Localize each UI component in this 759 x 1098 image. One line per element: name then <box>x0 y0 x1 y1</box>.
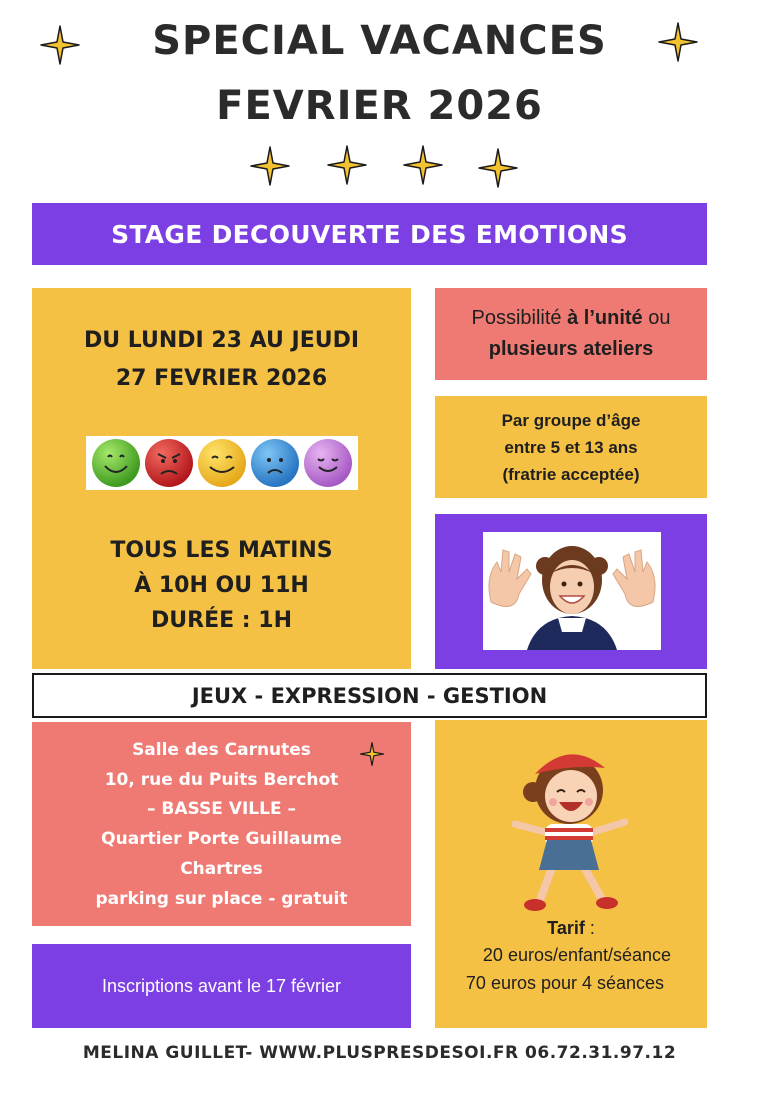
star-icon <box>250 146 290 186</box>
tarif-label-line <box>435 918 707 939</box>
star-icon <box>658 22 698 62</box>
address-line-5: Chartres <box>180 859 263 879</box>
smiling-girl-photo <box>483 532 661 650</box>
unit-text-bold-1: à l’unité <box>567 307 643 329</box>
tarif-line-2: 70 euros pour 4 séances <box>465 973 665 993</box>
kid-photo-box <box>435 514 707 669</box>
star-icon <box>327 145 367 185</box>
activities-text: JEUX - EXPRESSION - GESTION <box>191 683 548 708</box>
age-line-3: (fratrie acceptée) <box>502 464 640 484</box>
time-line-1: TOUS LES MATINS <box>110 538 333 563</box>
unit-text <box>472 303 671 365</box>
tarif-label: Tarif <box>547 918 585 938</box>
inscriptions-text: Inscriptions avant le 17 février <box>101 975 342 996</box>
star-icon <box>40 25 80 65</box>
inscriptions-box <box>32 944 411 1028</box>
unit-text-prefix: Possibilité <box>471 307 568 329</box>
title-line-1: SPECIAL VACANCES <box>152 18 607 64</box>
time-line-3: DURÉE : 1H <box>151 608 292 633</box>
content-face-icon <box>197 438 247 488</box>
dates-line-2: 27 FEVRIER 2026 <box>115 366 328 391</box>
happy-face-icon <box>91 438 141 488</box>
star-icon <box>403 145 443 185</box>
stage-banner <box>32 203 707 265</box>
address-line-6: parking sur place - gratuit <box>95 889 348 909</box>
age-line-2: entre 5 et 13 ans <box>504 437 638 457</box>
tarif-line-1: 20 euros/enfant/séance <box>482 945 672 965</box>
age-line-1: Par groupe d’âge <box>501 410 641 430</box>
angry-face-icon <box>144 438 194 488</box>
dates-line-1: DU LUNDI 23 AU JEUDI <box>83 328 360 353</box>
footer-contact: MELINA GUILLET- WWW.PLUSPRESDESOI.FR 06.72.31.97.12 <box>82 1043 677 1063</box>
tarif-box <box>435 720 707 1028</box>
title-line-2: FEVRIER 2026 <box>216 83 543 129</box>
address-line-2: 10, rue du Puits Berchot <box>104 770 339 790</box>
unit-text-mid: ou <box>642 307 671 329</box>
tarif-label-suffix: : <box>584 918 595 938</box>
star-icon <box>360 742 384 766</box>
star-icon <box>478 148 518 188</box>
address-line-1: Salle des Carnutes <box>132 740 311 760</box>
time-line-2: À 10H OU 11H <box>134 573 309 598</box>
unit-box <box>435 288 707 380</box>
sad-face-icon <box>250 438 300 488</box>
emotion-faces-image <box>86 436 358 490</box>
dates-box <box>32 288 411 669</box>
address-line-3: – BASSE VILLE – <box>147 799 296 819</box>
address-line-4: Quartier Porte Guillaume <box>101 829 342 849</box>
joyful-face-icon <box>303 438 353 488</box>
activities-bar <box>32 673 707 718</box>
unit-text-bold-2: plusieurs ateliers <box>488 338 654 360</box>
age-box <box>435 396 707 498</box>
cartoon-girl-illustration <box>505 740 635 915</box>
stage-banner-text: STAGE DECOUVERTE DES EMOTIONS <box>111 219 628 249</box>
address-box <box>32 722 411 926</box>
